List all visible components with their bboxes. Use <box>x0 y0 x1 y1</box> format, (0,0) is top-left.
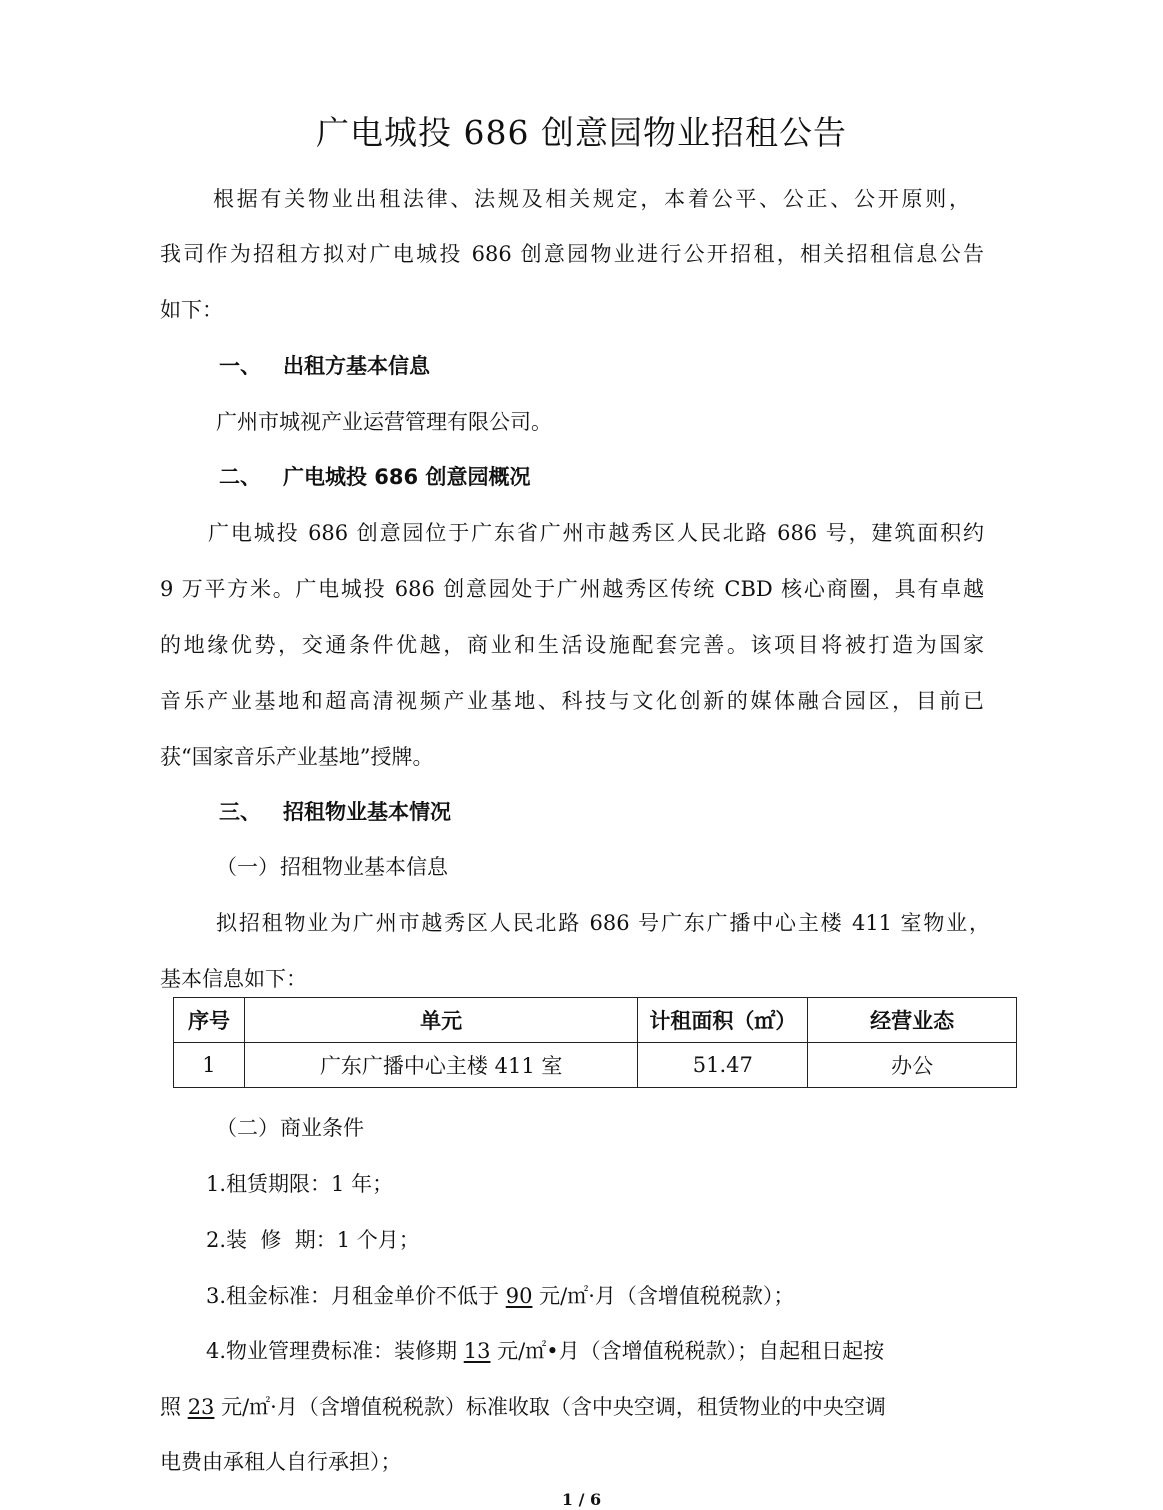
intro-line-2: 我司作为招租方拟对广电城投 686 创意园物业进行公开招租，相关招租信息公告 <box>160 242 984 266</box>
table-cell-index: 1 <box>174 1043 245 1088</box>
subsection-2-title: 商业条件 <box>280 1116 364 1140</box>
term-management-fee-line-3: 电费由承租人自行承担）； <box>160 1450 402 1474</box>
term-rent-standard <box>206 1281 794 1311</box>
intro-line-3: 如下： <box>160 298 223 322</box>
section-2-line-1: 广电城投 686 创意园位于广东省广州市越秀区人民北路 686 号，建筑面积约 <box>208 521 984 545</box>
fee-renovation-value: 13 <box>463 1339 491 1363</box>
section-2-line-4: 音乐产业基地和超高清视频产业基地、科技与文化创新的媒体融合园区，目前已 <box>160 689 984 713</box>
section-3-title: 招租物业基本情况 <box>283 800 451 824</box>
subsection-1-line-1: 拟招租物业为广州市越秀区人民北路 686 号广东广播中心主楼 411 室物业， <box>216 911 990 935</box>
table-cell-business: 办公 <box>808 1043 1017 1088</box>
property-info-table <box>173 997 1017 1088</box>
section-2-line-5: 获“国家音乐产业基地”授牌。 <box>160 745 434 769</box>
subsection-2-heading <box>216 1113 364 1143</box>
subsection-1-heading <box>216 852 448 882</box>
term-management-fee-line-1 <box>206 1336 884 1366</box>
table-cell-unit: 广东广播中心主楼 411 室 <box>244 1043 637 1088</box>
section-2-line-3: 的地缘优势，交通条件优越，商业和生活设施配套完善。该项目将被打造为国家 <box>160 633 984 657</box>
section-1-heading <box>219 351 430 381</box>
section-2-title: 广电城投 686 创意园概况 <box>283 465 531 489</box>
subsection-1-title: 招租物业基本信息 <box>280 855 448 879</box>
fee-text-2-pre: 照 <box>160 1395 188 1419</box>
table-header-business: 经营业态 <box>808 998 1017 1043</box>
rent-value: 90 <box>505 1284 533 1308</box>
term-renovation-period: 2.装 修 期：1 个月； <box>206 1228 420 1252</box>
table-header-unit: 单元 <box>244 998 637 1043</box>
section-1-number: 一、 <box>219 354 261 378</box>
subsection-2-number: （二） <box>216 1116 279 1140</box>
subsection-1-number: （一） <box>216 855 279 879</box>
rent-text-post: 元/㎡·月（含增值税税款）； <box>532 1284 795 1308</box>
page-number: 1 / 6 <box>561 1490 602 1509</box>
fee-text-2-post: 元/㎡·月（含增值税税款）标准收取（含中央空调，租赁物业的中央空调 <box>214 1395 886 1419</box>
section-1-title: 出租方基本信息 <box>283 354 430 378</box>
page-title: 广电城投 686 创意园物业招租公告 <box>316 113 847 152</box>
rent-text-pre: 3.租金标准：月租金单价不低于 <box>206 1284 506 1308</box>
term-lease-period: 1.租赁期限：1 年； <box>206 1172 394 1196</box>
term-management-fee-line-2 <box>160 1392 886 1422</box>
fee-standard-value: 23 <box>187 1395 215 1419</box>
table-row <box>174 1043 1017 1088</box>
table-header-index: 序号 <box>174 998 245 1043</box>
intro-line-1: 根据有关物业出租法律、法规及相关规定，本着公平、公正、公开原则， <box>213 187 970 211</box>
table-header-row <box>174 998 1017 1043</box>
section-2-number: 二、 <box>219 465 261 489</box>
section-1-body: 广州市城视产业运营管理有限公司。 <box>216 410 552 434</box>
section-2-line-2: 9 万平方米。广电城投 686 创意园处于广州越秀区传统 CBD 核心商圈，具有卓越 <box>160 577 984 601</box>
table-header-area: 计租面积（㎡） <box>638 998 808 1043</box>
section-3-heading <box>219 797 451 827</box>
fee-text-pre: 4.物业管理费标准：装修期 <box>206 1339 464 1363</box>
subsection-1-line-2: 基本信息如下： <box>160 967 307 991</box>
section-3-number: 三、 <box>219 800 261 824</box>
fee-text-mid: 元/㎡•月（含增值税税款）；自起租日起按 <box>490 1339 885 1363</box>
section-2-heading <box>219 462 530 492</box>
table-cell-area: 51.47 <box>638 1043 808 1088</box>
